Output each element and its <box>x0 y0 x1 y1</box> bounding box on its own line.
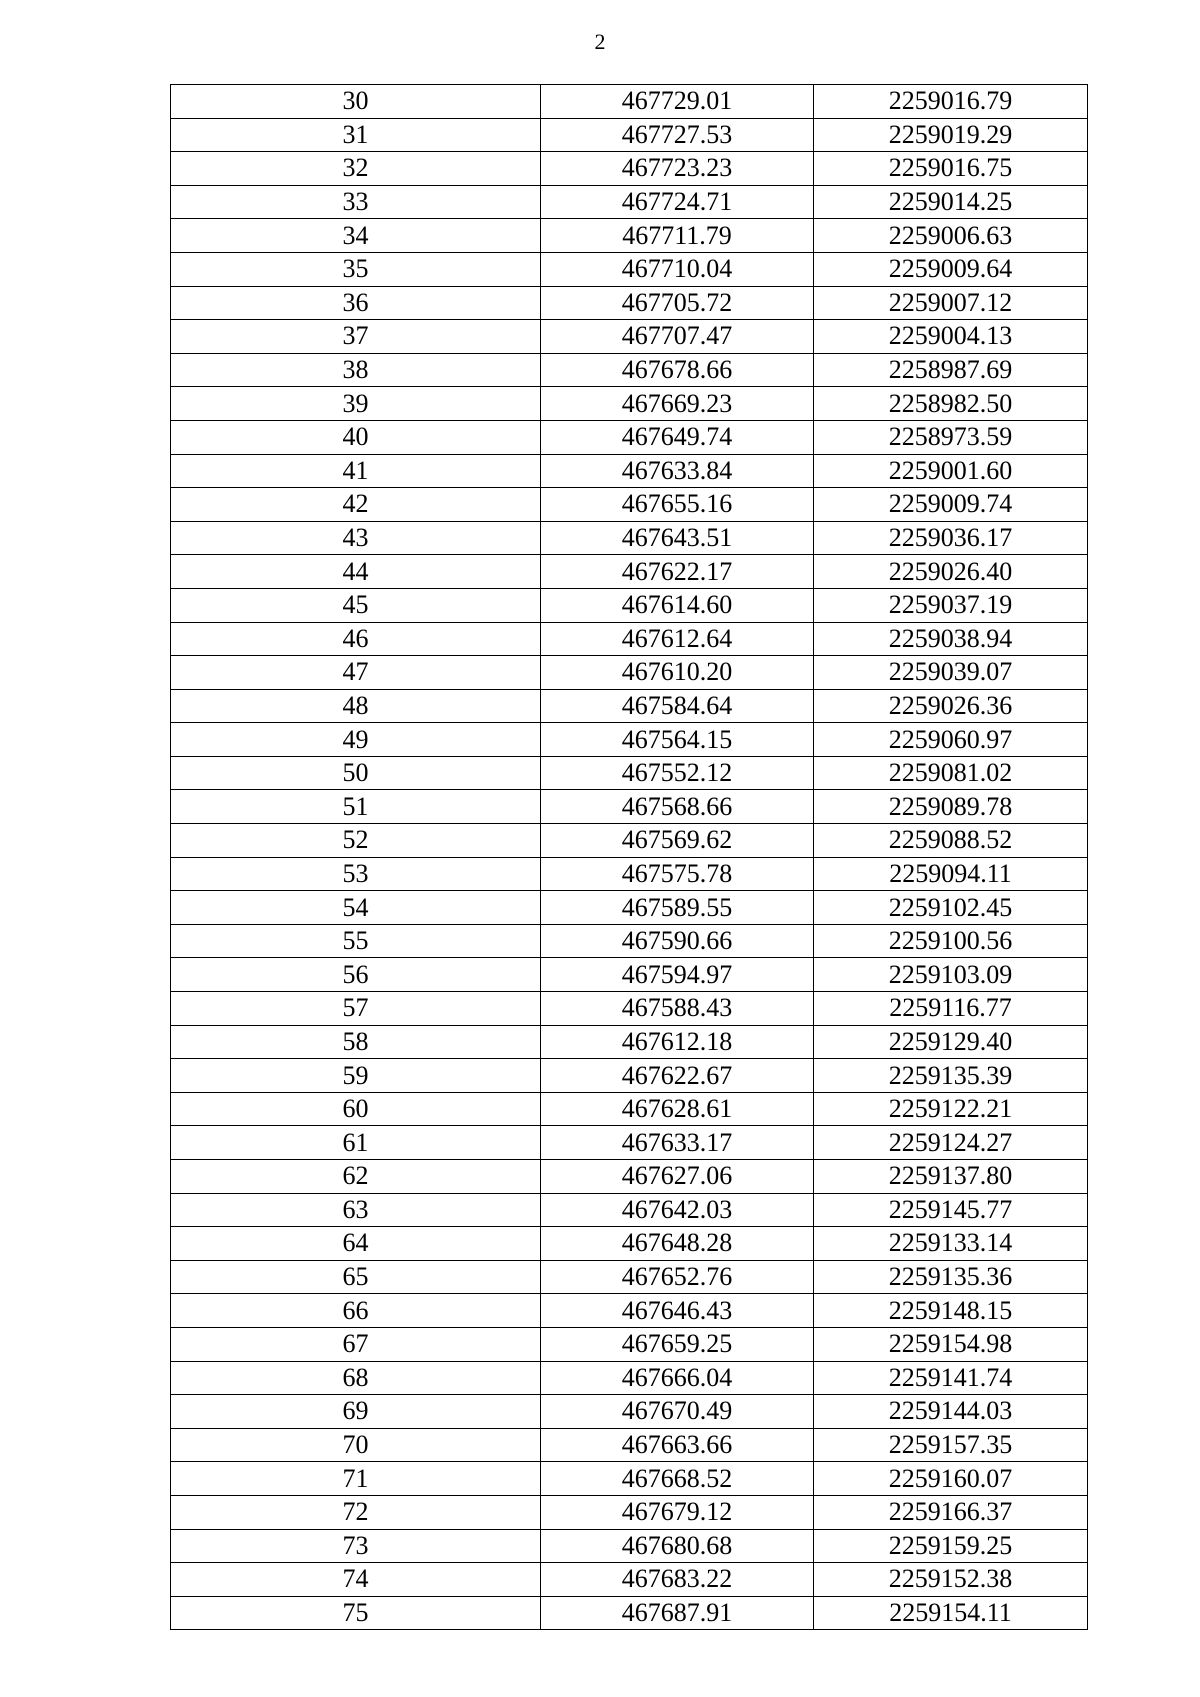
x-coordinate-cell: 467589.55 <box>541 891 814 925</box>
x-coordinate-cell: 467666.04 <box>541 1361 814 1395</box>
table-row <box>171 756 1088 790</box>
point-number-cell: 58 <box>171 1025 541 1059</box>
point-number-cell: 34 <box>171 219 541 253</box>
table-row <box>171 891 1088 925</box>
y-coordinate-cell: 2259039.07 <box>814 656 1088 690</box>
table-row <box>171 1193 1088 1227</box>
table-row <box>171 1462 1088 1496</box>
point-number-cell: 38 <box>171 353 541 387</box>
x-coordinate-cell: 467710.04 <box>541 252 814 286</box>
point-number-cell: 48 <box>171 689 541 723</box>
point-number-cell: 57 <box>171 992 541 1026</box>
table-row <box>171 958 1088 992</box>
x-coordinate-cell: 467652.76 <box>541 1260 814 1294</box>
table-row <box>171 1294 1088 1328</box>
x-coordinate-cell: 467575.78 <box>541 857 814 891</box>
x-coordinate-cell: 467659.25 <box>541 1327 814 1361</box>
y-coordinate-cell: 2259135.39 <box>814 1059 1088 1093</box>
y-coordinate-cell: 2259160.07 <box>814 1462 1088 1496</box>
point-number-cell: 54 <box>171 891 541 925</box>
x-coordinate-cell: 467646.43 <box>541 1294 814 1328</box>
point-number-cell: 32 <box>171 152 541 186</box>
x-coordinate-cell: 467648.28 <box>541 1227 814 1261</box>
y-coordinate-cell: 2259014.25 <box>814 185 1088 219</box>
y-coordinate-cell: 2259157.35 <box>814 1428 1088 1462</box>
point-number-cell: 53 <box>171 857 541 891</box>
point-number-cell: 69 <box>171 1395 541 1429</box>
point-number-cell: 60 <box>171 1092 541 1126</box>
y-coordinate-cell: 2259141.74 <box>814 1361 1088 1395</box>
y-coordinate-cell: 2259089.78 <box>814 790 1088 824</box>
y-coordinate-cell: 2259100.56 <box>814 924 1088 958</box>
table-row <box>171 353 1088 387</box>
point-number-cell: 68 <box>171 1361 541 1395</box>
point-number-cell: 61 <box>171 1126 541 1160</box>
y-coordinate-cell: 2259026.36 <box>814 689 1088 723</box>
y-coordinate-cell: 2259007.12 <box>814 286 1088 320</box>
x-coordinate-cell: 467643.51 <box>541 521 814 555</box>
point-number-cell: 66 <box>171 1294 541 1328</box>
y-coordinate-cell: 2259122.21 <box>814 1092 1088 1126</box>
y-coordinate-cell: 2259116.77 <box>814 992 1088 1026</box>
point-number-cell: 65 <box>171 1260 541 1294</box>
x-coordinate-cell: 467663.66 <box>541 1428 814 1462</box>
table-row <box>171 1529 1088 1563</box>
y-coordinate-cell: 2259154.98 <box>814 1327 1088 1361</box>
point-number-cell: 63 <box>171 1193 541 1227</box>
y-coordinate-cell: 2259144.03 <box>814 1395 1088 1429</box>
y-coordinate-cell: 2259019.29 <box>814 118 1088 152</box>
point-number-cell: 71 <box>171 1462 541 1496</box>
y-coordinate-cell: 2259088.52 <box>814 824 1088 858</box>
point-number-cell: 50 <box>171 756 541 790</box>
table-row <box>171 689 1088 723</box>
table-row <box>171 1596 1088 1630</box>
y-coordinate-cell: 2259094.11 <box>814 857 1088 891</box>
point-number-cell: 52 <box>171 824 541 858</box>
point-number-cell: 40 <box>171 420 541 454</box>
y-coordinate-cell: 2259036.17 <box>814 521 1088 555</box>
point-number-cell: 45 <box>171 588 541 622</box>
y-coordinate-cell: 2259026.40 <box>814 555 1088 589</box>
y-coordinate-cell: 2259159.25 <box>814 1529 1088 1563</box>
table-row <box>171 1126 1088 1160</box>
y-coordinate-cell: 2259037.19 <box>814 588 1088 622</box>
x-coordinate-cell: 467707.47 <box>541 320 814 354</box>
coordinates-table-body <box>171 85 1088 1630</box>
point-number-cell: 44 <box>171 555 541 589</box>
y-coordinate-cell: 2258982.50 <box>814 387 1088 421</box>
point-number-cell: 30 <box>171 85 541 119</box>
table-row <box>171 555 1088 589</box>
y-coordinate-cell: 2259152.38 <box>814 1563 1088 1597</box>
table-row <box>171 1361 1088 1395</box>
point-number-cell: 37 <box>171 320 541 354</box>
y-coordinate-cell: 2259016.75 <box>814 152 1088 186</box>
table-row <box>171 1563 1088 1597</box>
point-number-cell: 41 <box>171 454 541 488</box>
point-number-cell: 74 <box>171 1563 541 1597</box>
x-coordinate-cell: 467612.18 <box>541 1025 814 1059</box>
x-coordinate-cell: 467683.22 <box>541 1563 814 1597</box>
point-number-cell: 35 <box>171 252 541 286</box>
y-coordinate-cell: 2259006.63 <box>814 219 1088 253</box>
x-coordinate-cell: 467628.61 <box>541 1092 814 1126</box>
y-coordinate-cell: 2259102.45 <box>814 891 1088 925</box>
y-coordinate-cell: 2259004.13 <box>814 320 1088 354</box>
table-row <box>171 1395 1088 1429</box>
x-coordinate-cell: 467655.16 <box>541 488 814 522</box>
x-coordinate-cell: 467610.20 <box>541 656 814 690</box>
point-number-cell: 67 <box>171 1327 541 1361</box>
table-row <box>171 454 1088 488</box>
table-row <box>171 588 1088 622</box>
point-number-cell: 59 <box>171 1059 541 1093</box>
y-coordinate-cell: 2259154.11 <box>814 1596 1088 1630</box>
x-coordinate-cell: 467642.03 <box>541 1193 814 1227</box>
table-row <box>171 656 1088 690</box>
x-coordinate-cell: 467552.12 <box>541 756 814 790</box>
table-row <box>171 420 1088 454</box>
table-row <box>171 1260 1088 1294</box>
x-coordinate-cell: 467670.49 <box>541 1395 814 1429</box>
point-number-cell: 31 <box>171 118 541 152</box>
point-number-cell: 49 <box>171 723 541 757</box>
table-row <box>171 790 1088 824</box>
table-row <box>171 924 1088 958</box>
x-coordinate-cell: 467594.97 <box>541 958 814 992</box>
y-coordinate-cell: 2259129.40 <box>814 1025 1088 1059</box>
table-row <box>171 286 1088 320</box>
x-coordinate-cell: 467669.23 <box>541 387 814 421</box>
point-number-cell: 43 <box>171 521 541 555</box>
table-row <box>171 219 1088 253</box>
table-row <box>171 1227 1088 1261</box>
x-coordinate-cell: 467584.64 <box>541 689 814 723</box>
x-coordinate-cell: 467705.72 <box>541 286 814 320</box>
y-coordinate-cell: 2259009.64 <box>814 252 1088 286</box>
table-row <box>171 185 1088 219</box>
x-coordinate-cell: 467614.60 <box>541 588 814 622</box>
table-row <box>171 857 1088 891</box>
point-number-cell: 47 <box>171 656 541 690</box>
y-coordinate-cell: 2259145.77 <box>814 1193 1088 1227</box>
table-row <box>171 387 1088 421</box>
table-row <box>171 1092 1088 1126</box>
point-number-cell: 42 <box>171 488 541 522</box>
table-row <box>171 1160 1088 1194</box>
x-coordinate-cell: 467588.43 <box>541 992 814 1026</box>
point-number-cell: 46 <box>171 622 541 656</box>
y-coordinate-cell: 2258973.59 <box>814 420 1088 454</box>
table-row <box>171 85 1088 119</box>
x-coordinate-cell: 467612.64 <box>541 622 814 656</box>
table-row <box>171 118 1088 152</box>
point-number-cell: 56 <box>171 958 541 992</box>
table-row <box>171 1428 1088 1462</box>
x-coordinate-cell: 467687.91 <box>541 1596 814 1630</box>
y-coordinate-cell: 2259081.02 <box>814 756 1088 790</box>
x-coordinate-cell: 467729.01 <box>541 85 814 119</box>
point-number-cell: 33 <box>171 185 541 219</box>
x-coordinate-cell: 467569.62 <box>541 824 814 858</box>
table-row <box>171 521 1088 555</box>
y-coordinate-cell: 2259060.97 <box>814 723 1088 757</box>
y-coordinate-cell: 2259103.09 <box>814 958 1088 992</box>
coordinates-table <box>170 84 1088 1630</box>
y-coordinate-cell: 2258987.69 <box>814 353 1088 387</box>
table-row <box>171 1059 1088 1093</box>
y-coordinate-cell: 2259016.79 <box>814 85 1088 119</box>
point-number-cell: 36 <box>171 286 541 320</box>
y-coordinate-cell: 2259009.74 <box>814 488 1088 522</box>
table-row <box>171 1025 1088 1059</box>
page-number: 2 <box>594 29 606 54</box>
point-number-cell: 70 <box>171 1428 541 1462</box>
table-row <box>171 1495 1088 1529</box>
point-number-cell: 64 <box>171 1227 541 1261</box>
x-coordinate-cell: 467679.12 <box>541 1495 814 1529</box>
table-row <box>171 1327 1088 1361</box>
y-coordinate-cell: 2259148.15 <box>814 1294 1088 1328</box>
x-coordinate-cell: 467622.67 <box>541 1059 814 1093</box>
y-coordinate-cell: 2259137.80 <box>814 1160 1088 1194</box>
point-number-cell: 51 <box>171 790 541 824</box>
table-row <box>171 824 1088 858</box>
point-number-cell: 73 <box>171 1529 541 1563</box>
table-row <box>171 252 1088 286</box>
y-coordinate-cell: 2259135.36 <box>814 1260 1088 1294</box>
point-number-cell: 72 <box>171 1495 541 1529</box>
x-coordinate-cell: 467711.79 <box>541 219 814 253</box>
point-number-cell: 75 <box>171 1596 541 1630</box>
x-coordinate-cell: 467633.84 <box>541 454 814 488</box>
table-row <box>171 622 1088 656</box>
x-coordinate-cell: 467622.17 <box>541 555 814 589</box>
y-coordinate-cell: 2259038.94 <box>814 622 1088 656</box>
y-coordinate-cell: 2259133.14 <box>814 1227 1088 1261</box>
point-number-cell: 39 <box>171 387 541 421</box>
x-coordinate-cell: 467678.66 <box>541 353 814 387</box>
y-coordinate-cell: 2259001.60 <box>814 454 1088 488</box>
table-row <box>171 152 1088 186</box>
y-coordinate-cell: 2259166.37 <box>814 1495 1088 1529</box>
table-row <box>171 992 1088 1026</box>
x-coordinate-cell: 467590.66 <box>541 924 814 958</box>
point-number-cell: 55 <box>171 924 541 958</box>
x-coordinate-cell: 467668.52 <box>541 1462 814 1496</box>
table-row <box>171 488 1088 522</box>
point-number-cell: 62 <box>171 1160 541 1194</box>
x-coordinate-cell: 467727.53 <box>541 118 814 152</box>
x-coordinate-cell: 467568.66 <box>541 790 814 824</box>
x-coordinate-cell: 467633.17 <box>541 1126 814 1160</box>
x-coordinate-cell: 467680.68 <box>541 1529 814 1563</box>
table-row <box>171 723 1088 757</box>
x-coordinate-cell: 467564.15 <box>541 723 814 757</box>
x-coordinate-cell: 467723.23 <box>541 152 814 186</box>
table-row <box>171 320 1088 354</box>
y-coordinate-cell: 2259124.27 <box>814 1126 1088 1160</box>
x-coordinate-cell: 467627.06 <box>541 1160 814 1194</box>
x-coordinate-cell: 467649.74 <box>541 420 814 454</box>
x-coordinate-cell: 467724.71 <box>541 185 814 219</box>
